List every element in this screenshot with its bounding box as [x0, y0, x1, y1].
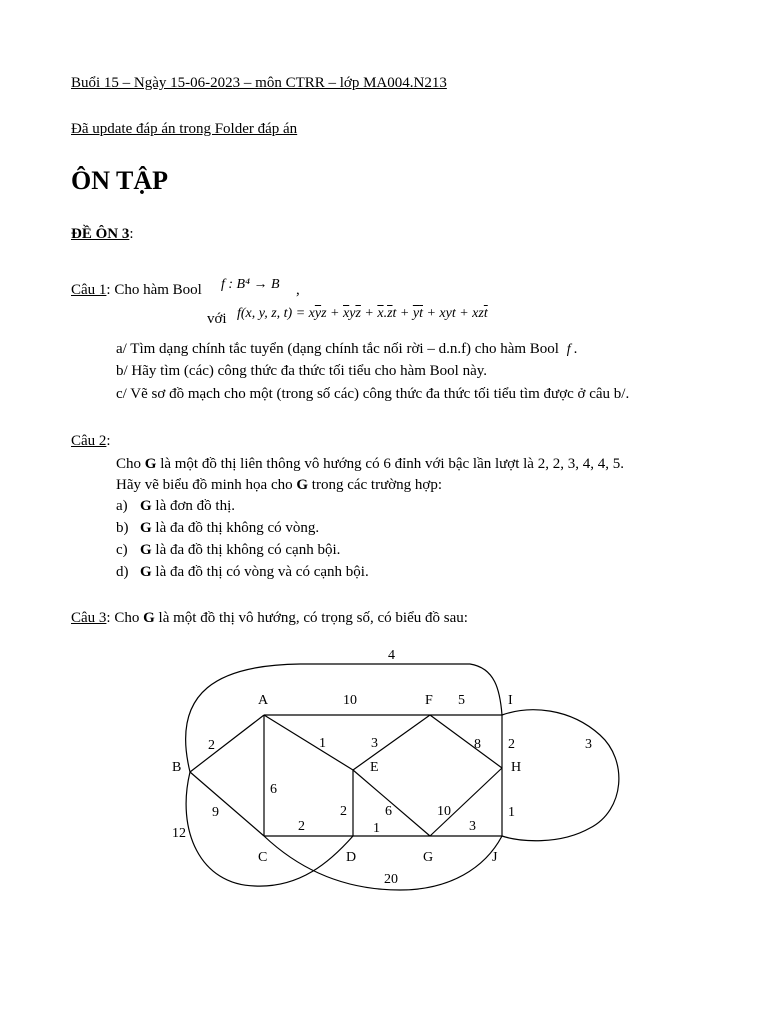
vertex-d: D [346, 850, 357, 865]
q2-item-b-g: G [140, 520, 152, 536]
q2-line2-g: G [296, 477, 309, 493]
q1-with-label: với [207, 311, 227, 327]
q2-item-d-marker: d) [116, 564, 129, 580]
q2-line2-post: trong các trường hợp: [308, 477, 443, 493]
q1-formula-lhs: f(x, y, z, t) = [237, 306, 309, 321]
weight-curve-i-j: 3 [585, 737, 592, 752]
q1-item-a-end: . [573, 341, 578, 357]
edge-G-H [430, 768, 502, 836]
q2-colon: : [106, 433, 111, 449]
q2-item-c-text: là đa đồ thị không có cạnh bội. [151, 542, 341, 558]
q1-item-a-f: f [566, 342, 571, 357]
weight-e-d: 2 [340, 804, 347, 819]
vertex-j: J [492, 850, 498, 865]
weight-a-e: 1 [319, 736, 326, 751]
weight-f-i: 5 [458, 693, 465, 708]
vertex-g: G [423, 850, 434, 865]
edge-E-G [353, 770, 430, 836]
q2-item-a-g: G [140, 498, 152, 514]
weight-curve-b-i: 4 [388, 648, 395, 663]
q2-item-a-marker: a) [116, 498, 128, 514]
exam-subtitle-label: ĐỀ ÔN 3 [71, 226, 130, 242]
edge-B-C [190, 772, 264, 836]
q2-item-d-g: G [140, 564, 152, 580]
q2-label: Câu 2 [71, 433, 107, 449]
q2-item-c-marker: c) [116, 542, 128, 558]
vertex-a: A [258, 693, 269, 708]
weight-a-f: 10 [343, 693, 357, 708]
weight-e-g: 6 [385, 804, 392, 819]
q1-function-map: f : B⁴ → B [221, 277, 280, 292]
weight-g-j: 3 [469, 819, 476, 834]
exam-subtitle-colon: : [129, 226, 134, 242]
q3-pre: : Cho [106, 610, 144, 626]
header-update-line: Đã update đáp án trong Folder đáp án [71, 121, 298, 137]
edge-curve-C-J [264, 836, 502, 890]
edge-curve-B-I [186, 664, 502, 772]
q1-formula-rhs: $x\overline{y}z + \overline{x}y\overline{z} + \overline{x}.\overline{z}t + \overline{y}\overline{t}$ + xyt + $xz\overline{t}$ [308, 306, 488, 321]
weight-e-f: 3 [371, 736, 378, 751]
vertex-f: F [425, 693, 433, 708]
weight-c-d: 2 [298, 819, 305, 834]
weight-b-a: 2 [208, 738, 215, 753]
weight-d-g: 1 [373, 821, 380, 836]
vertex-h: H [511, 760, 522, 775]
weight-f-h: 8 [474, 737, 481, 752]
q1-map-comma: , [296, 282, 300, 298]
weight-curve-c-j: 20 [384, 872, 398, 887]
page-title: ÔN TẬP [71, 166, 169, 195]
q2-item-c-g: G [140, 542, 152, 558]
edge-A-E [264, 715, 353, 770]
q2-line1-post: là một đồ thị liên thông vô hướng có 6 đỉnh với bậc lần lượt là 2, 2, 3, 4, 4, 5. [156, 456, 624, 472]
q1-intro-text: : Cho hàm Bool [106, 282, 202, 298]
q1-item-b: b/ Hãy tìm (các) công thức đa thức tối tiểu cho hàm Bool này. [116, 363, 488, 379]
weight-i-h: 2 [508, 737, 515, 752]
q1-item-a-text: a/ Tìm dạng chính tắc tuyển (dạng chính tắc nối rời – d.n.f) cho hàm Bool [116, 341, 559, 357]
q3-g: G [143, 610, 155, 626]
q3-label: Câu 3 [71, 610, 107, 626]
weight-curve-b-d: 12 [172, 826, 186, 841]
weight-h-j: 1 [508, 805, 515, 820]
q2-item-b-marker: b) [116, 520, 129, 536]
edge-B-A [190, 715, 264, 772]
q2-line1-g: G [144, 456, 157, 472]
q2-item-d-text: là đa đồ thị có vòng và có cạnh bội. [151, 564, 369, 580]
edge-F-H [430, 715, 502, 768]
edge-curve-I-J [502, 710, 619, 841]
weight-g-h: 10 [437, 804, 451, 819]
vertex-c: C [258, 850, 268, 865]
q2-item-b-text: là đa đồ thị không có vòng. [151, 520, 320, 536]
q2-item-a-text: là đơn đồ thị. [151, 498, 236, 514]
q1-item-c: c/ Vẽ sơ đồ mạch cho một (trong số các) công thức đa thức tối tiểu tìm được ở câu b/. [116, 386, 630, 402]
q2-line2-pre: Hãy vẽ biểu đồ minh họa cho [116, 477, 297, 493]
q3-post: là một đồ thị vô hướng, có trọng số, có biểu đồ sau: [154, 610, 468, 626]
weight-b-c: 9 [212, 805, 219, 820]
vertex-i: I [508, 693, 513, 708]
header-session-line: Buổi 15 – Ngày 15-06-2023 – môn CTRR – lớp MA004.N213 [71, 75, 447, 91]
edge-E-F [353, 715, 430, 770]
weight-a-c: 6 [270, 782, 277, 797]
q1-label: Câu 1 [71, 282, 107, 298]
vertex-e: E [370, 760, 379, 775]
q2-line1-pre: Cho [116, 456, 145, 472]
vertex-b: B [172, 760, 182, 775]
